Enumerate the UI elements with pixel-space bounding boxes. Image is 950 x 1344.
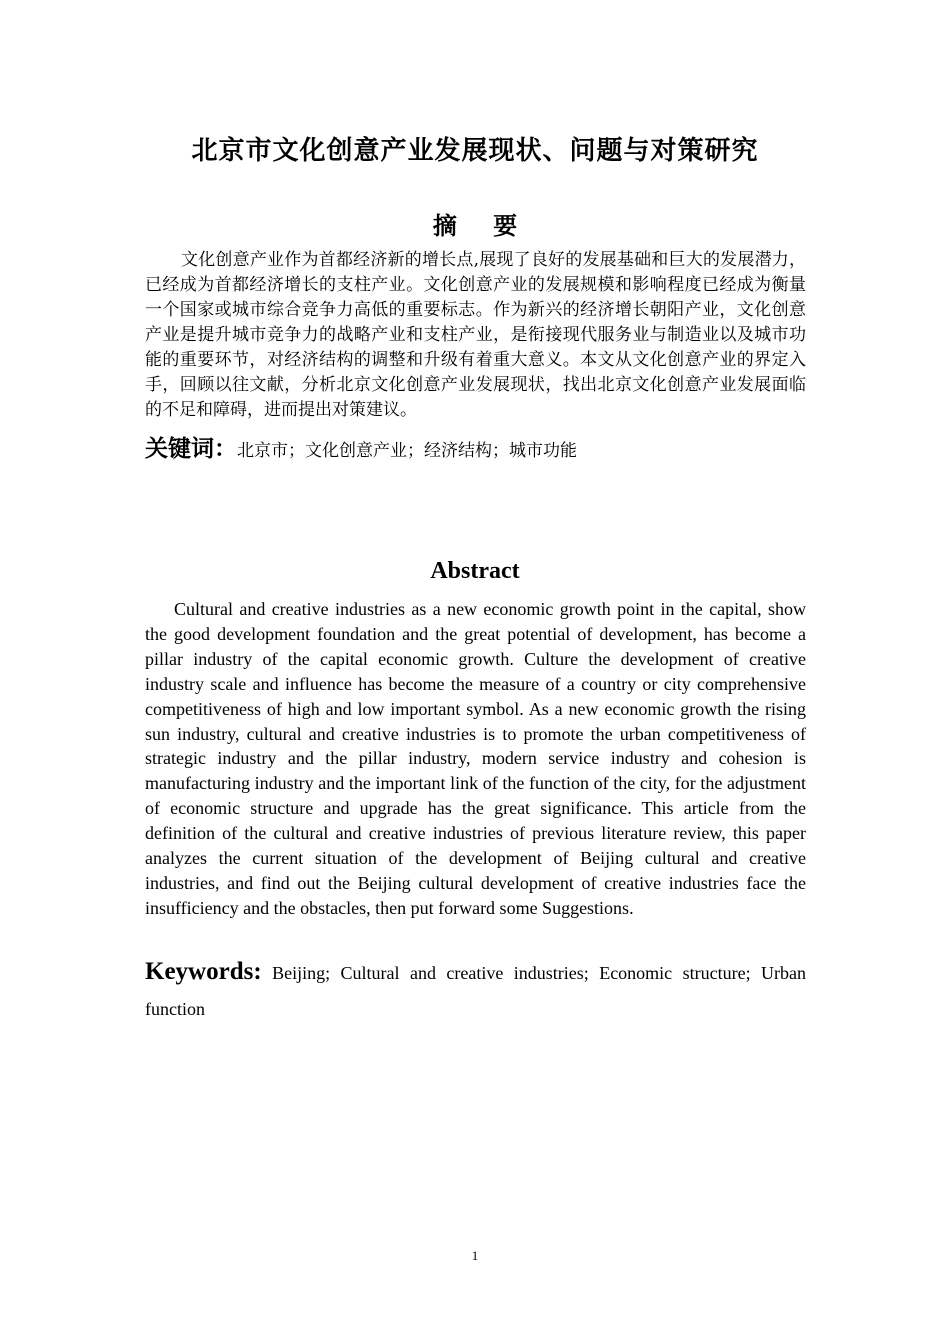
chinese-abstract-text: 文化创意产业作为首都经济新的增长点,展现了良好的发展基础和巨大的发展潜力，已经成为首都经济增长的支柱产业。文化创意产业的发展规模和影响程度已经成为衡量一个国家或城市综合竞争力高低的重要标志。作为新兴的经济增长朝阳产业，文化创意产业是提升城市竞争力的战略产业和支柱产业，是衔接现代服务业与制造业以及城市功能的重要环节，对经济结构的调整和升级有着重大意义。本文从文化创意产业的界定入手，回顾以往文献，分析北京文化创意产业发展现状，找出北京文化创意产业发展面临的不足和障碍，进而提出对策建议。	[145, 250, 806, 420]
english-abstract-heading: Abstract	[430, 558, 520, 584]
paper-title: 北京市文化创意产业发展现状、问题与对策研究	[191, 136, 759, 166]
chinese-abstract-heading: 摘 要	[432, 211, 532, 240]
english-keywords-text: Beijing; Cultural and creative industries; Economic structure; Urban function	[145, 963, 806, 1019]
english-abstract-text: Cultural and creative industries as a new economic growth point in the capital, show the good development foundation and the great potential of development, has become a pillar industry of the capital economic growth. Culture the development of creative industry scale and influence has become the measure of a country or city comprehensive competitiveness of high and low important symbol. As a new economic growth the rising sun industry, cultural and creative industries is to promote the urban competitiveness of strategic industry and the pillar industry, modern service industry and cohesion is manufacturing industry and the important link of the function of the city, for the adjustment of economic structure and upgrade has the great significance. This article from the definition of the cultural and creative industries of previous literature review, this paper analyzes the current situation of the development of Beijing cultural and creative industries, and find out the Beijing cultural development of creative industries face the insufficiency and the obstacles, then put forward some Suggestions.	[145, 599, 806, 918]
english-keywords-label: Keywords:	[145, 958, 262, 985]
chinese-keywords-label: 关键词：	[145, 436, 237, 462]
chinese-keywords	[145, 434, 806, 466]
english-keywords	[145, 954, 806, 1027]
chinese-keywords-text: 北京市；文化创意产业；经济结构；城市功能	[237, 441, 577, 461]
page-number: 1	[471, 1248, 479, 1263]
